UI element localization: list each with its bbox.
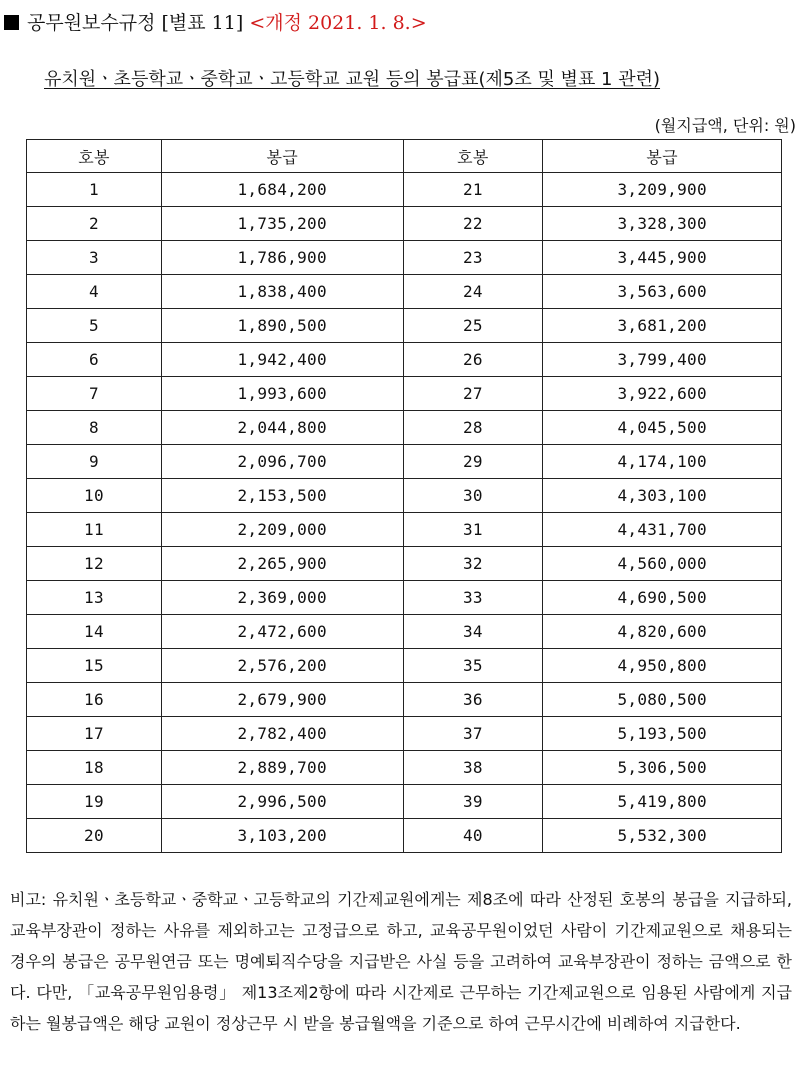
- grade-cell: 4: [27, 275, 162, 309]
- salary-cell: 1,786,900: [161, 241, 403, 275]
- salary-cell: 3,445,900: [543, 241, 782, 275]
- grade-cell: 40: [403, 819, 543, 853]
- grade-cell: 19: [27, 785, 162, 819]
- grade-cell: 10: [27, 479, 162, 513]
- salary-table-body: [27, 173, 782, 853]
- salary-table: [26, 139, 782, 853]
- grade-cell: 23: [403, 241, 543, 275]
- grade-cell: 34: [403, 615, 543, 649]
- grade-cell: 26: [403, 343, 543, 377]
- table-row: [27, 513, 782, 547]
- grade-cell: 16: [27, 683, 162, 717]
- salary-cell: 2,265,900: [161, 547, 403, 581]
- table-row: [27, 683, 782, 717]
- header-salary-2: 봉급: [543, 140, 782, 173]
- table-row: [27, 751, 782, 785]
- grade-cell: 20: [27, 819, 162, 853]
- grade-cell: 17: [27, 717, 162, 751]
- salary-cell: 4,560,000: [543, 547, 782, 581]
- grade-cell: 3: [27, 241, 162, 275]
- table-row: [27, 377, 782, 411]
- header-salary-1: 봉급: [161, 140, 403, 173]
- grade-cell: 36: [403, 683, 543, 717]
- grade-cell: 32: [403, 547, 543, 581]
- remarks-note: 비고: 유치원ㆍ초등학교ㆍ중학교ㆍ고등학교의 기간제교원에게는 제8조에 따라 산정된 호봉의 봉급을 지급하되, 교육부장관이 정하는 사유를 제외하고는 고정급으로 하고, 교육공무원이었던 사람이 기간제교원으로 채용되는 경우의 봉급은 공무원연금 또는 명예퇴직수당을 지급받은 사실 등을 고려하여 교육부장관이 정하는 금액으로 한다. 다만, 「교육공무원임용령」 제13조제2항에 따라 시간제로 근무하는 기간제교원으로 임용된 사람에게 지급하는 월봉급액은 해당 교원이 정상근무 시 받을 봉급월액을 기준으로 하여 근무시간에 비례하여 지급한다.: [10, 890, 792, 1033]
- table-row: [27, 819, 782, 853]
- grade-cell: 11: [27, 513, 162, 547]
- salary-cell: 3,799,400: [543, 343, 782, 377]
- salary-cell: 1,890,500: [161, 309, 403, 343]
- regulation-title: 공무원보수규정 [별표 11]: [27, 12, 250, 34]
- salary-cell: 1,838,400: [161, 275, 403, 309]
- salary-cell: 2,369,000: [161, 581, 403, 615]
- table-row: [27, 479, 782, 513]
- grade-cell: 39: [403, 785, 543, 819]
- salary-cell: 5,306,500: [543, 751, 782, 785]
- table-row: [27, 411, 782, 445]
- salary-cell: 5,080,500: [543, 683, 782, 717]
- salary-cell: 2,782,400: [161, 717, 403, 751]
- grade-cell: 6: [27, 343, 162, 377]
- grade-cell: 30: [403, 479, 543, 513]
- table-row: [27, 785, 782, 819]
- salary-cell: 2,096,700: [161, 445, 403, 479]
- table-row: [27, 343, 782, 377]
- salary-cell: 1,684,200: [161, 173, 403, 207]
- table-row: [27, 275, 782, 309]
- salary-cell: 2,996,500: [161, 785, 403, 819]
- table-row: [27, 717, 782, 751]
- table-title: 유치원ㆍ초등학교ㆍ중학교ㆍ고등학교 교원 등의 봉급표(제5조 및 별표 1 관련): [44, 69, 661, 90]
- amendment-date: <개정 2021. 1. 8.>: [249, 12, 427, 34]
- grade-cell: 2: [27, 207, 162, 241]
- salary-cell: 1,735,200: [161, 207, 403, 241]
- salary-cell: 4,174,100: [543, 445, 782, 479]
- table-row: [27, 547, 782, 581]
- grade-cell: 18: [27, 751, 162, 785]
- grade-cell: 24: [403, 275, 543, 309]
- black-square-icon: [4, 15, 19, 30]
- grade-cell: 37: [403, 717, 543, 751]
- salary-cell: 2,209,000: [161, 513, 403, 547]
- grade-cell: 15: [27, 649, 162, 683]
- table-row: [27, 581, 782, 615]
- document-header: [4, 8, 427, 35]
- grade-cell: 12: [27, 547, 162, 581]
- grade-cell: 1: [27, 173, 162, 207]
- unit-note: (월지급액, 단위: 원): [654, 116, 796, 135]
- salary-cell: 3,103,200: [161, 819, 403, 853]
- salary-cell: 5,532,300: [543, 819, 782, 853]
- grade-cell: 29: [403, 445, 543, 479]
- table-header-row: [27, 140, 782, 173]
- salary-cell: 2,889,700: [161, 751, 403, 785]
- grade-cell: 21: [403, 173, 543, 207]
- salary-cell: 3,209,900: [543, 173, 782, 207]
- grade-cell: 14: [27, 615, 162, 649]
- salary-cell: 4,045,500: [543, 411, 782, 445]
- grade-cell: 7: [27, 377, 162, 411]
- grade-cell: 35: [403, 649, 543, 683]
- grade-cell: 31: [403, 513, 543, 547]
- salary-cell: 3,563,600: [543, 275, 782, 309]
- salary-cell: 5,419,800: [543, 785, 782, 819]
- grade-cell: 33: [403, 581, 543, 615]
- table-row: [27, 173, 782, 207]
- grade-cell: 13: [27, 581, 162, 615]
- salary-cell: 4,820,600: [543, 615, 782, 649]
- salary-cell: 3,328,300: [543, 207, 782, 241]
- salary-cell: 3,681,200: [543, 309, 782, 343]
- salary-cell: 1,942,400: [161, 343, 403, 377]
- salary-cell: 4,303,100: [543, 479, 782, 513]
- salary-cell: 3,922,600: [543, 377, 782, 411]
- grade-cell: 9: [27, 445, 162, 479]
- grade-cell: 5: [27, 309, 162, 343]
- grade-cell: 28: [403, 411, 543, 445]
- salary-cell: 2,576,200: [161, 649, 403, 683]
- grade-cell: 8: [27, 411, 162, 445]
- salary-cell: 2,044,800: [161, 411, 403, 445]
- salary-cell: 2,472,600: [161, 615, 403, 649]
- salary-cell: 1,993,600: [161, 377, 403, 411]
- table-row: [27, 241, 782, 275]
- salary-cell: 4,950,800: [543, 649, 782, 683]
- salary-cell: 2,679,900: [161, 683, 403, 717]
- grade-cell: 27: [403, 377, 543, 411]
- table-row: [27, 649, 782, 683]
- table-row: [27, 615, 782, 649]
- grade-cell: 38: [403, 751, 543, 785]
- salary-cell: 4,690,500: [543, 581, 782, 615]
- salary-cell: 5,193,500: [543, 717, 782, 751]
- table-row: [27, 445, 782, 479]
- header-grade-1: 호봉: [27, 140, 162, 173]
- table-row: [27, 309, 782, 343]
- table-row: [27, 207, 782, 241]
- salary-cell: 2,153,500: [161, 479, 403, 513]
- header-grade-2: 호봉: [403, 140, 543, 173]
- grade-cell: 25: [403, 309, 543, 343]
- grade-cell: 22: [403, 207, 543, 241]
- salary-cell: 4,431,700: [543, 513, 782, 547]
